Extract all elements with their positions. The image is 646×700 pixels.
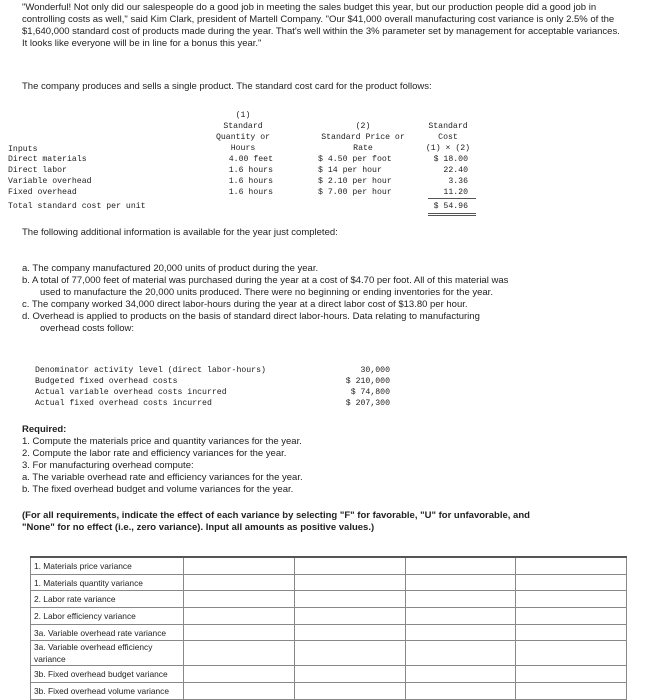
amount-input[interactable]	[184, 608, 295, 625]
cost-row-variable-overhead: Variable overhead 1.6 hours $ 2.10 per hour 3.36	[8, 177, 468, 186]
amount-input[interactable]	[184, 557, 295, 574]
grid-cell[interactable]	[405, 591, 516, 608]
grid-cell[interactable]	[516, 557, 627, 574]
required-item: 1. Compute the materials price and quantity variances for the year.	[22, 436, 302, 447]
amount-input[interactable]	[184, 641, 295, 666]
intro-paragraph	[22, 2, 622, 50]
grid-cell[interactable]	[516, 591, 627, 608]
effect-select[interactable]	[294, 608, 405, 625]
col2-header: (2) Standard Price or Rate	[321, 122, 405, 153]
grid-row-label: 1. Materials quantity variance	[31, 574, 184, 591]
grid-row-label: 2. Labor rate variance	[31, 591, 184, 608]
grid-cell[interactable]	[516, 683, 627, 700]
grid-row-label: 3b. Fixed overhead budget variance	[31, 666, 184, 683]
grid-row-label: 2. Labor efficiency variance	[31, 608, 184, 625]
effect-select[interactable]	[294, 557, 405, 574]
required-section	[22, 424, 622, 496]
grid-row	[31, 591, 627, 608]
grid-row	[31, 557, 627, 574]
effect-select[interactable]	[294, 624, 405, 641]
grid-cell[interactable]	[516, 624, 627, 641]
item-b-line1: b. A total of 77,000 feet of material was purchased during the year at a cost of $4.70 per foot. All of this material was	[22, 275, 509, 286]
amount-input[interactable]	[184, 683, 295, 700]
required-heading: Required:	[22, 424, 67, 435]
answer-grid	[30, 556, 627, 700]
grid-cell[interactable]	[516, 666, 627, 683]
intro-text: "Wonderful! Not only did our salespeople do a good job in meeting the sales budget this year, but our production people did a good job in controlling costs as well," said Kim Clark, president of Martell Company. "Our $41,000 overall manufacturing cost variance is only 2.5% of the $1,640,000 standard cost of products made during the year. That's well within the 3% parameter set by management for acceptable variances. It looks like everyone will be in line for a bonus this year."	[22, 2, 620, 49]
cost-row-direct-labor: Direct labor 1.6 hours $ 14 per hour 22.40	[8, 166, 468, 175]
amount-input[interactable]	[184, 574, 295, 591]
grid-row	[31, 666, 627, 683]
effect-select[interactable]	[294, 591, 405, 608]
amount-input[interactable]	[184, 591, 295, 608]
grid-row	[31, 574, 627, 591]
effect-select[interactable]	[294, 683, 405, 700]
grid-row	[31, 683, 627, 700]
effect-select[interactable]	[294, 641, 405, 666]
total-rule-1	[428, 213, 476, 214]
required-item: 3. For manufacturing overhead compute:	[22, 460, 194, 471]
col3-header: Standard Cost (1) × (2)	[425, 122, 471, 153]
required-item: a. The variable overhead rate and efficiency variances for the year.	[22, 472, 303, 483]
grid-row-label: 3a. Variable overhead efficiency variance	[31, 641, 184, 666]
amount-input[interactable]	[184, 624, 295, 641]
overhead-row: Actual fixed overhead costs incurred $ 207,300	[35, 399, 390, 408]
effect-select[interactable]	[294, 666, 405, 683]
grid-cell[interactable]	[405, 608, 516, 625]
cost-row-total: Total standard cost per unit $ 54.96	[8, 202, 468, 211]
item-b-line2: used to manufacture the 20,000 units produced. There were no beginning or ending inventories for the year.	[40, 287, 493, 298]
effect-select[interactable]	[294, 574, 405, 591]
grid-cell[interactable]	[405, 574, 516, 591]
additional-list	[22, 263, 622, 335]
item-d-line1: d. Overhead is applied to products on the basis of standard direct labor-hours. Data relating to manufacturing	[22, 311, 480, 322]
overhead-row: Budgeted fixed overhead costs $ 210,000	[35, 377, 390, 386]
required-item: b. The fixed overhead budget and volume variances for the year.	[22, 484, 294, 495]
grid-cell[interactable]	[405, 641, 516, 666]
subtotal-rule	[428, 198, 476, 199]
grid-cell[interactable]	[516, 608, 627, 625]
required-item: 2. Compute the labor rate and efficiency variances for the year.	[22, 448, 287, 459]
item-d-line2: overhead costs follow:	[40, 323, 134, 334]
inputs-header: Inputs	[8, 145, 38, 154]
grid-cell[interactable]	[405, 624, 516, 641]
grid-row-label: 1. Materials price variance	[31, 557, 184, 574]
grid-cell[interactable]	[516, 574, 627, 591]
grid-cell[interactable]	[516, 641, 627, 666]
cost-row-fixed-overhead: Fixed overhead 1.6 hours $ 7.00 per hour 11.20	[8, 188, 468, 197]
item-c: c. The company worked 34,000 direct labor-hours during the year at a direct labor cost of $13.80 per hour.	[22, 299, 468, 310]
grid-row	[31, 641, 627, 666]
cost-row-direct-materials: Direct materials 4.00 feet $ 4.50 per foot $ 18.00	[8, 155, 468, 164]
grid-row-label: 3b. Fixed overhead volume variance	[31, 683, 184, 700]
product-line: The company produces and sells a single product. The standard cost card for the product follows:	[22, 81, 432, 92]
grid-row	[31, 608, 627, 625]
total-rule-2	[428, 215, 476, 216]
standard-cost-card	[8, 110, 478, 215]
grid-cell[interactable]	[405, 683, 516, 700]
additional-heading: The following additional information is available for the year just completed:	[22, 227, 338, 238]
grid-row-label: 3a. Variable overhead rate variance	[31, 624, 184, 641]
grid-cell[interactable]	[405, 557, 516, 574]
overhead-row: Denominator activity level (direct labor-hours) 30,000	[35, 366, 390, 375]
amount-input[interactable]	[184, 666, 295, 683]
col1-header: (1) Standard Quantity or Hours	[215, 111, 271, 153]
instructions-note: (For all requirements, indicate the effect of each variance by selecting "F" for favorable, "U" for unfavorable, and "None" for no effect (i.e., zero variance). Input all amounts as positive values.)	[22, 510, 530, 533]
grid-cell[interactable]	[405, 666, 516, 683]
overhead-row: Actual variable overhead costs incurred $ 74,800	[35, 388, 390, 397]
grid-row	[31, 624, 627, 641]
item-a: a. The company manufactured 20,000 units of product during the year.	[22, 263, 319, 274]
